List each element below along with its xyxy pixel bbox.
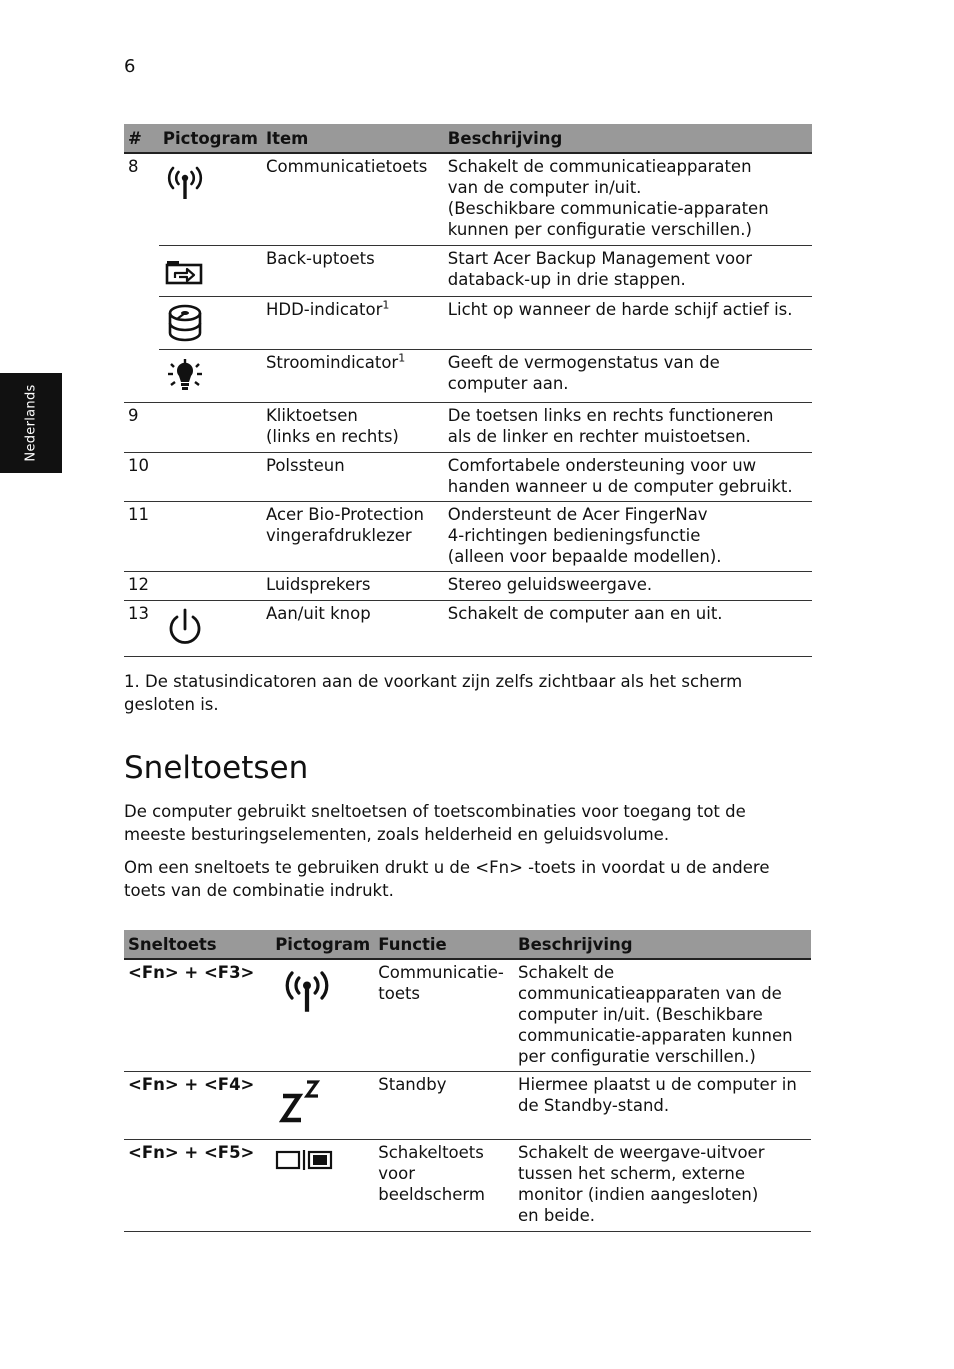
intro-paragraph: De computer gebruikt sneltoetsen of toetscombinaties voor toegang tot de meeste besturingselementen, zoals helderheid en geluidsvolume. [124,802,746,844]
row-description: Schakelt de communicatieapparaten van de computer in/uit. (Beschikbare communicatie-apparaten kunnen per configuratie verschillen.) [444,153,812,245]
usage-paragraph: Om een sneltoets te gebruiken drukt u de <Fn> -toets in voordat u de andere toets van de combinatie indrukt. [124,858,770,900]
header-description: Beschrijving [444,124,812,153]
footnote-marker: 1 [398,351,406,364]
row-number: 11 [124,501,159,571]
row-icon-cell [159,402,262,452]
row-item: Communicatietoets [262,153,444,245]
header-function: Functie [374,930,514,959]
components-table [124,124,812,657]
row-description: Start Acer Backup Management voor databack-up in drie stappen. [444,245,812,296]
row-description: Geeft de vermogenstatus van de computer aan. [444,349,812,402]
row-icon-cell [271,959,374,1072]
row-item: Acer Bio-Protection vingerafdruklezer [262,501,444,571]
hotkey-combo: <Fn> + <F3> [124,959,271,1072]
hotkey-function: Schakeltoets voor beeldscherm [374,1140,514,1232]
row-icon-cell [159,296,262,349]
row-number [124,349,159,402]
table-row [124,600,812,656]
row-item: Luidsprekers [262,571,444,600]
table-row [124,402,812,452]
page-number: 6 [124,56,136,77]
row-icon-cell [159,349,262,402]
language-tab [0,373,62,473]
header-icon: Pictogram [271,930,374,959]
hotkeys-table-header [124,930,811,959]
table-row [124,1072,811,1140]
hotkeys-table [124,930,811,1232]
row-icon-cell [159,501,262,571]
table-row [124,571,812,600]
hotkey-function: Standby [374,1072,514,1140]
row-description: Schakelt de computer aan en uit. [444,600,812,656]
backup-icon [163,256,207,290]
row-number [124,296,159,349]
row-description: Ondersteunt de Acer FingerNav 4-richtingen bedieningsfunctie (alleen voor bepaalde modellen). [444,501,812,571]
hotkey-function: Communicatie- toets [374,959,514,1072]
row-icon-cell [271,1072,374,1140]
wireless-icon [163,164,207,204]
wireless-icon [277,968,337,1018]
section-title: Sneltoetsen [124,750,309,786]
row-item: Back-uptoets [262,245,444,296]
row-description: Stereo geluidsweergave. [444,571,812,600]
components-table-header [124,124,812,153]
table-row [124,296,812,349]
row-number: 9 [124,402,159,452]
table-row [124,153,812,245]
header-item: Item [262,124,444,153]
footnote-marker: 1 [382,298,390,311]
power-indicator-icon [163,358,207,398]
hdd-icon [163,303,207,345]
row-icon-cell [159,600,262,656]
row-icon-cell [159,452,262,501]
row-number [124,245,159,296]
row-number: 10 [124,452,159,501]
language-tab-label: Nederlands [23,384,39,462]
sleep-icon [279,1074,329,1126]
row-icon-cell [271,1140,374,1232]
row-description: Licht op wanneer de harde schijf actief is. [444,296,812,349]
footnote: 1. De statusindicatoren aan de voorkant zijn zelfs zichtbaar als het scherm gesloten is. [124,672,743,714]
row-item: HDD-indicator$^1$ [262,296,444,349]
table-row [124,501,812,571]
table-row [124,349,812,402]
header-description: Beschrijving [514,930,811,959]
power-button-icon [163,607,207,651]
hotkey-combo: <Fn> + <F5> [124,1140,271,1232]
row-item: Aan/uit knop [262,600,444,656]
row-description: Comfortabele ondersteuning voor uw handen wanneer u de computer gebruikt. [444,452,812,501]
row-icon-cell [159,571,262,600]
header-number: # [124,124,159,153]
row-number: 13 [124,600,159,656]
row-number: 12 [124,571,159,600]
table-row [124,245,812,296]
header-hotkey: Sneltoets [124,930,271,959]
row-item: Kliktoetsen (links en rechts) [262,402,444,452]
hotkey-description: Schakelt de communicatieapparaten van de computer in/uit. (Beschikbare communicatie-apparaten kunnen per configuratie verschillen.) [514,959,811,1072]
row-icon-cell [159,245,262,296]
display-toggle-icon [275,1146,337,1174]
row-item: Stroomindicator$^1$ [262,349,444,402]
hotkey-description: Schakelt de weergave-uitvoer tussen het scherm, externe monitor (indien aangesloten) en beide. [514,1140,811,1232]
row-number: 8 [128,157,139,176]
row-icon-cell [159,153,262,245]
table-row [124,452,812,501]
hotkey-combo: <Fn> + <F4> [124,1072,271,1140]
hotkey-description: Hiermee plaatst u de computer in de Standby-stand. [514,1072,811,1140]
row-description: De toetsen links en rechts functioneren als de linker en rechter muistoetsen. [444,402,812,452]
header-icon: Pictogram [159,124,262,153]
table-row [124,1140,811,1232]
table-row [124,959,811,1072]
row-item: Polssteun [262,452,444,501]
